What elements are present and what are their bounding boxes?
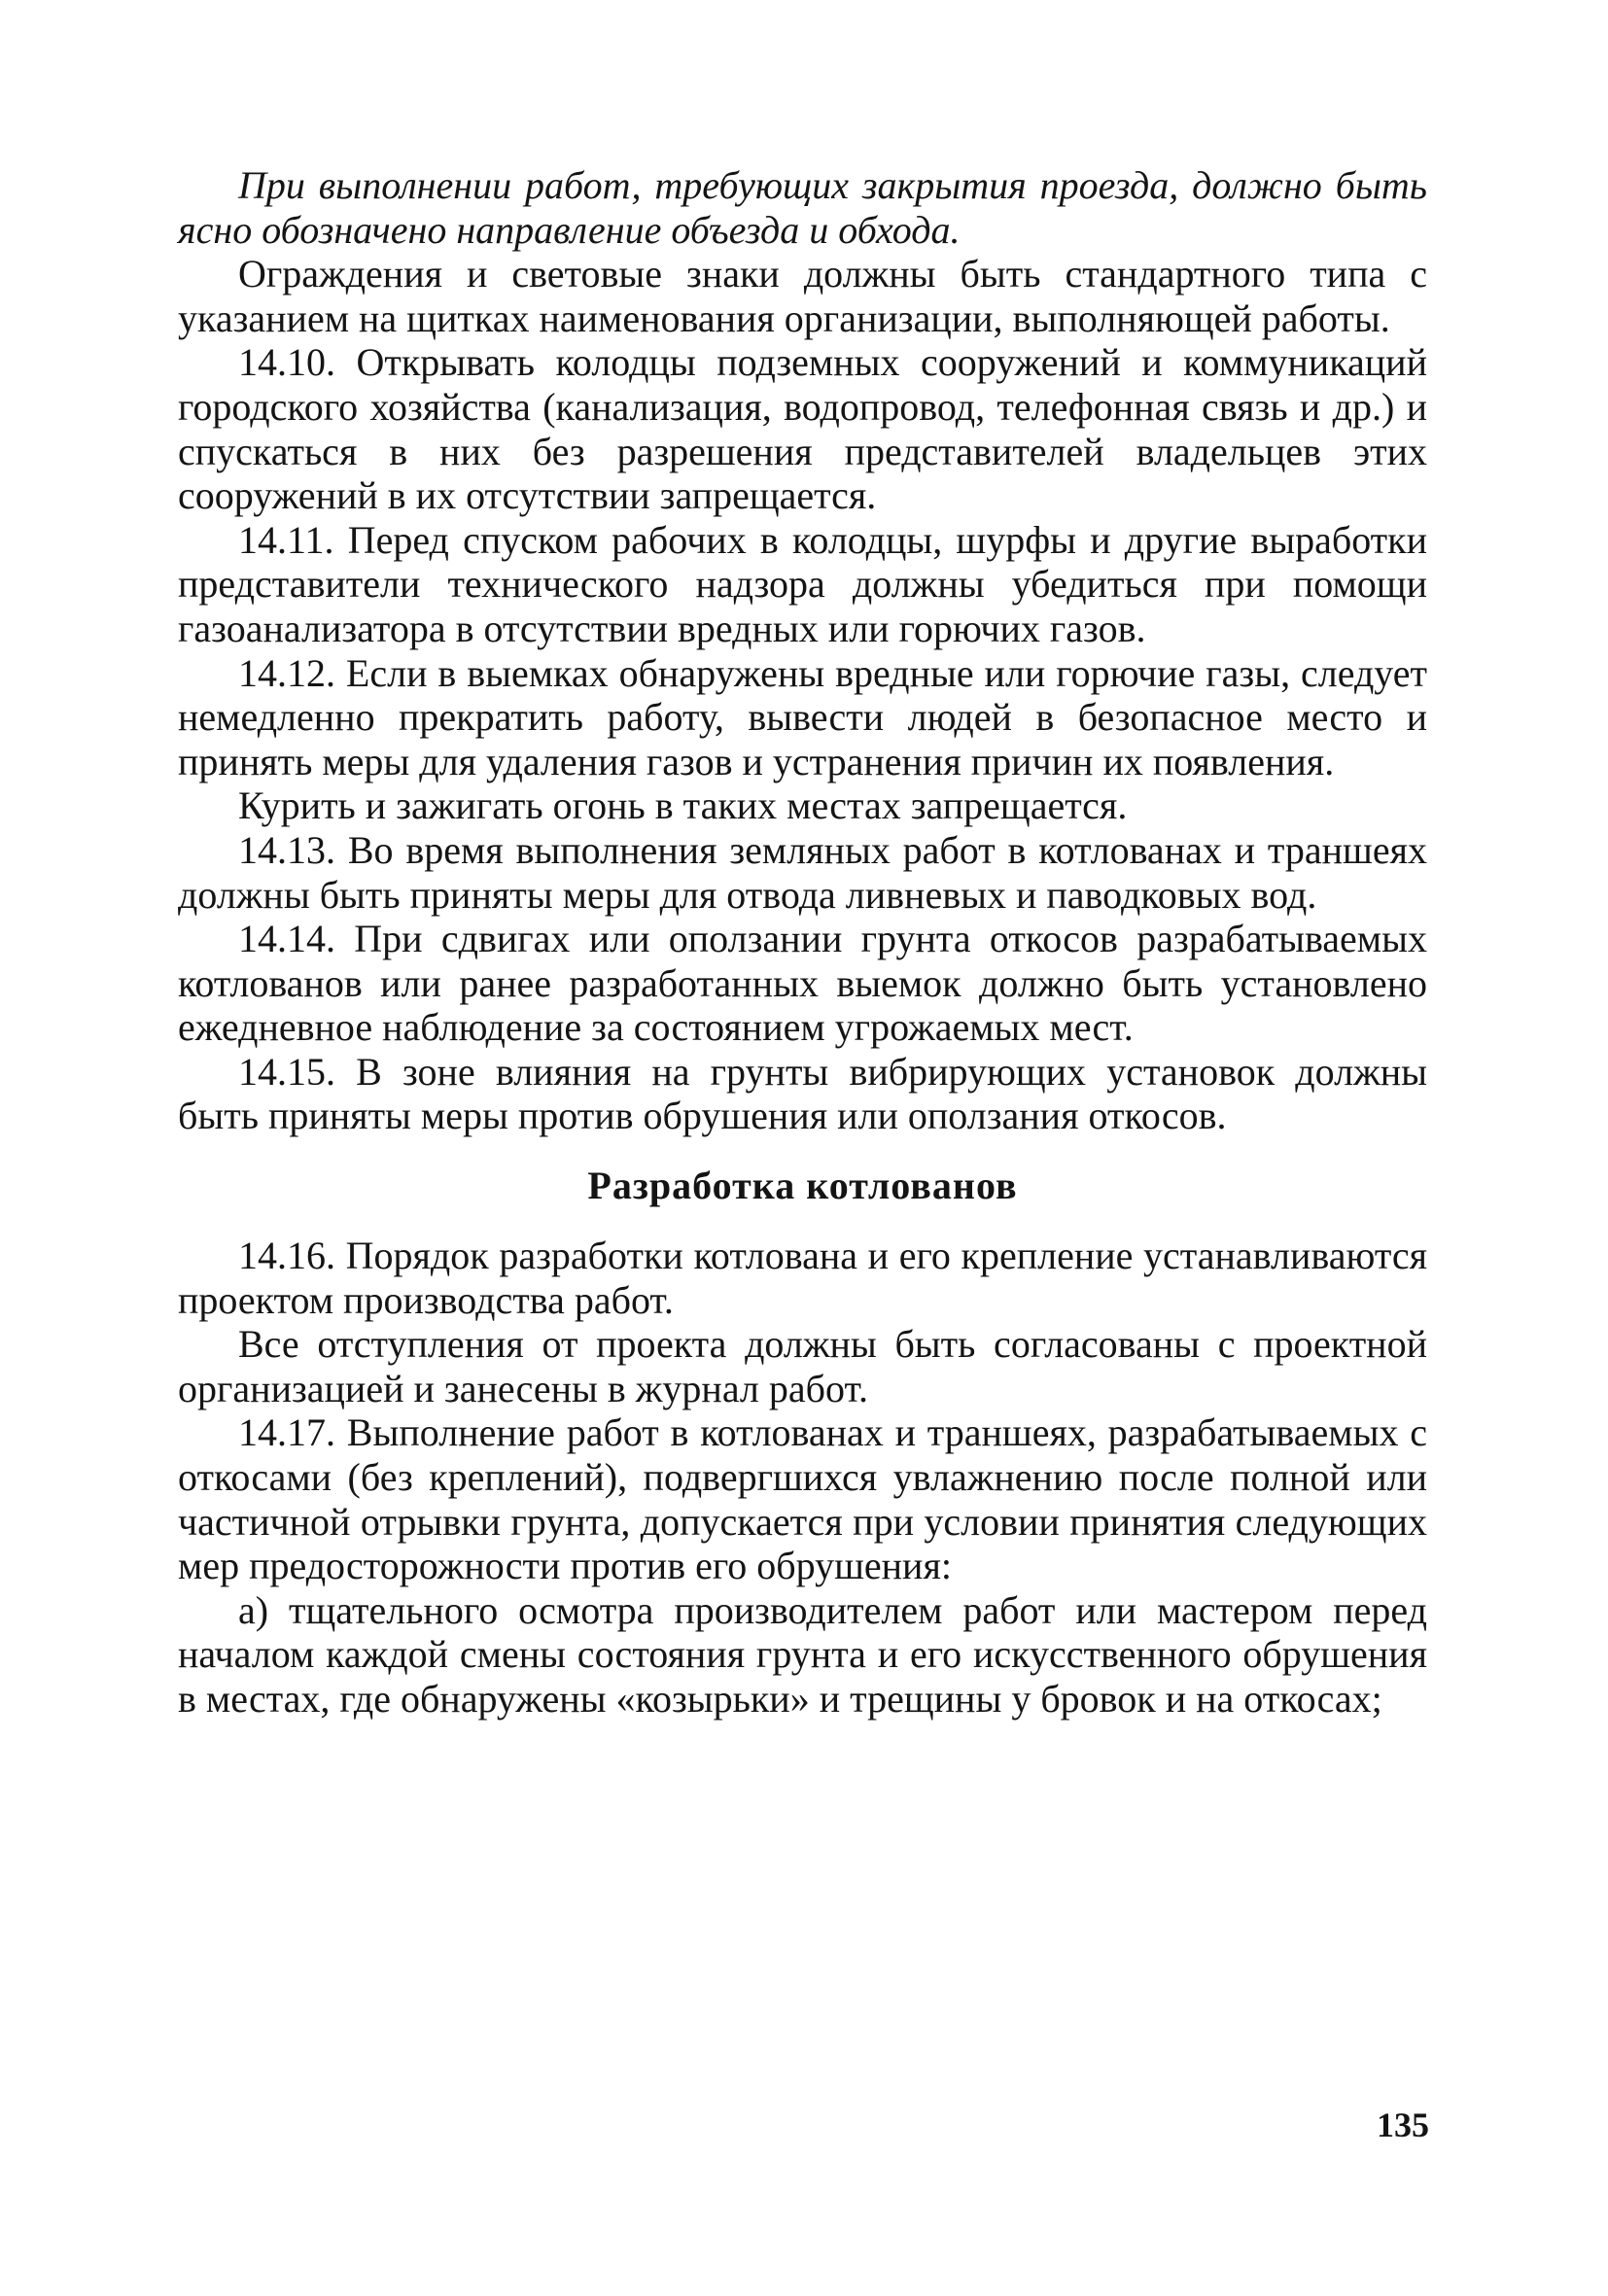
- paragraph-item-a: а) тщательного осмотра производителем работ или мастером перед началом каждой смены состояния грунта и его искусственного обрушения в местах, где обнаружены «козырьки» и трещины у бровок и на откосах;: [178, 1587, 1427, 1721]
- paragraph-smoking-ban: Курить и зажигать огонь в таких местах запрещается.: [238, 783, 1128, 828]
- paragraph-14-15: 14.15. В зоне влияния на грунты вибрирующих установок должны быть приняты меры против обрушения или оползания откосов.: [178, 1049, 1427, 1138]
- paragraph-14-14: 14.14. При сдвигах или оползании грунта откосов разрабатываемых котлованов или ранее разработанных выемок должно быть установлено ежедневное наблюдение за состоянием угрожаемых мест.: [178, 917, 1427, 1050]
- document-page: [178, 163, 1427, 1722]
- paragraph-14-13: 14.13. Во время выполнения земляных работ в котлованах и траншеях должны быть приняты меры для отвода ливневых и паводковых вод.: [178, 827, 1427, 917]
- paragraph-14-12: 14.12. Если в выемках обнаружены вредные или горючие газы, следует немедленно прекратить работу, вывести людей в безопасное место и принять меры для удаления газов и устранения причин их появления.: [178, 650, 1427, 783]
- section-heading: Разработка котлованов: [587, 1164, 1018, 1208]
- paragraph-14-17: 14.17. Выполнение работ в котлованах и траншеях, разрабатываемых с откосами (без креплений), подвергшихся увлажнению после полной или частичной отрывки грунта, допускается при условии принятия следующих мер предосторожности против его обрушения:: [178, 1410, 1427, 1588]
- paragraph-14-16: 14.16. Порядок разработки котлована и его крепление устанавливаются проектом производства работ.: [178, 1234, 1427, 1322]
- paragraph-14-10: 14.10. Открывать колодцы подземных сооружений и коммуникаций городского хозяйства (канализация, водопровод, телефонная связь и др.) и спускаться в них без разрешения представителей владельцев этих сооружений в их отсутствии запрещается.: [178, 340, 1427, 518]
- paragraph-road-closure: При выполнении работ, требующих закрытия проезда, должно быть ясно обозначено направление объезда и обхода.: [178, 163, 1427, 252]
- paragraph-fencing-signs: Ограждения и световые знаки должны быть стандартного типа с указанием на щитках наименования организации, выполняющей работы.: [178, 252, 1427, 340]
- paragraph-14-11: 14.11. Перед спуском рабочих в колодцы, шурфы и другие выработки представители технического надзора должны убедиться при помощи газоанализатора в отсутствии вредных или горючих газов.: [178, 517, 1427, 650]
- page-number: 135: [1377, 2105, 1429, 2144]
- paragraph-deviations: Все отступления от проекта должны быть согласованы с проектной организацией и занесены в журнал работ.: [178, 1322, 1427, 1410]
